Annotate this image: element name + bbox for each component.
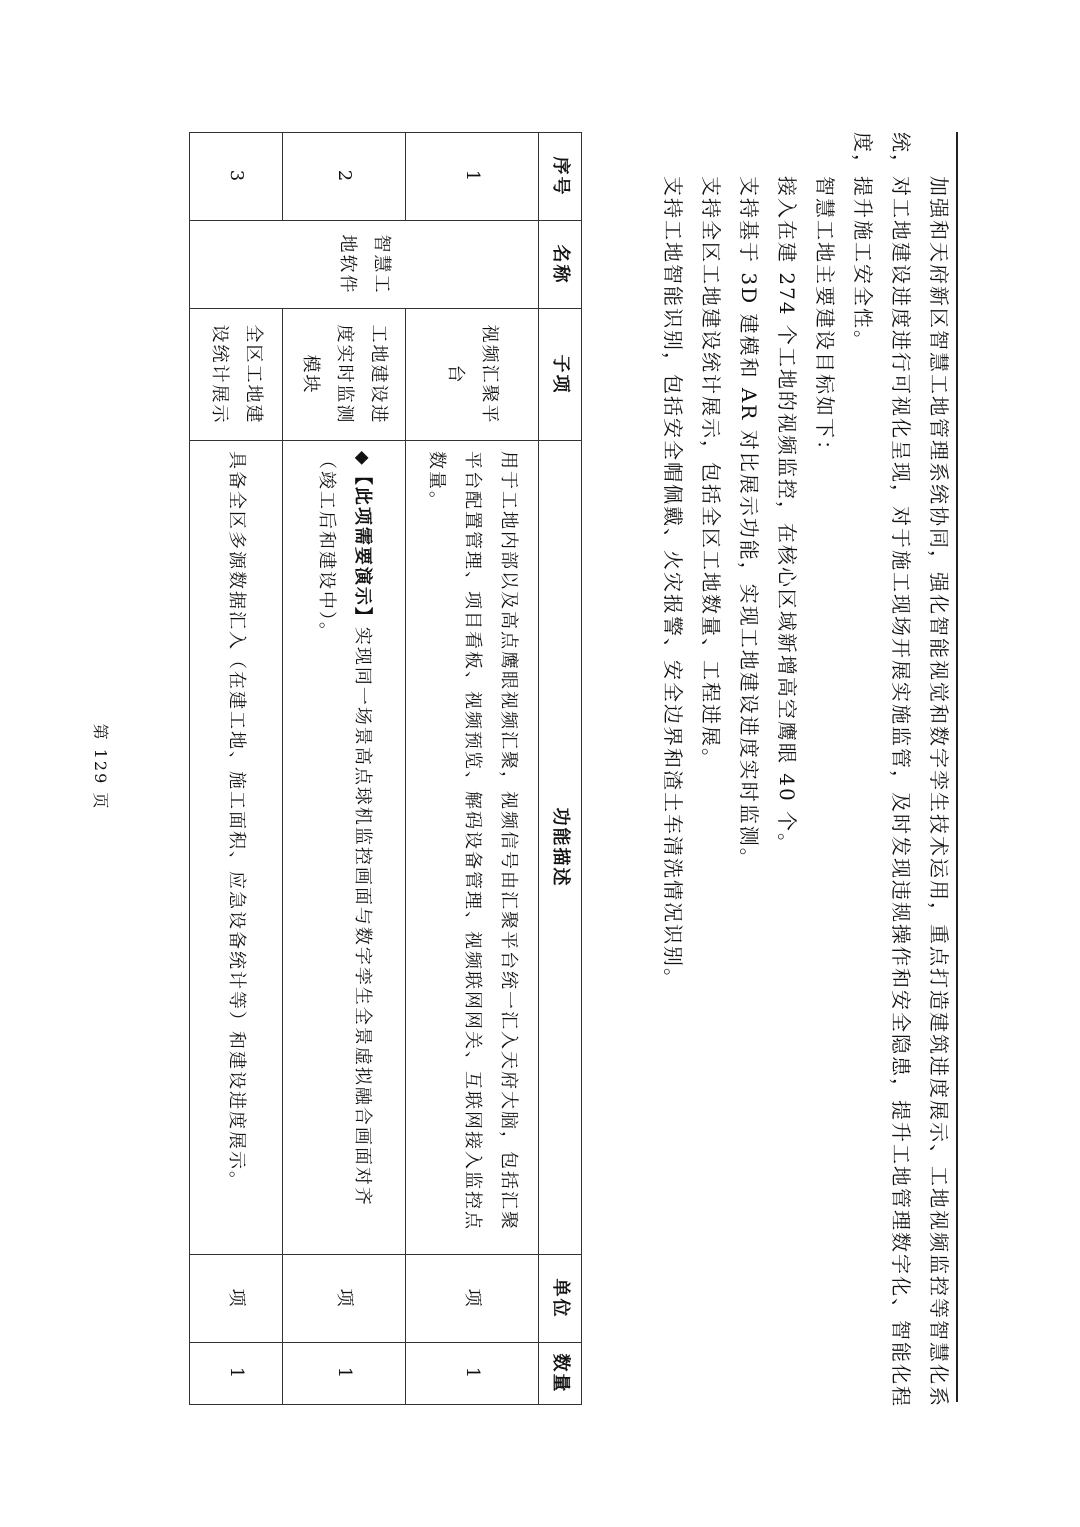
demo-required-flag: ◆【此项需要演示】: [352, 451, 373, 627]
cell-no: 1: [406, 133, 539, 221]
table-header-row: [539, 133, 582, 1405]
header-no: 序号: [539, 133, 582, 221]
cell-group-name: 智慧工地软件: [190, 221, 539, 309]
header-subitem: 子项: [539, 309, 582, 441]
cell-description: 用于工地内部以及高点鹰眼视频汇聚，视频信号由汇聚平台统一汇入天府大脑，包括汇聚平台配置管理、项目看板、视频预览、解码设备管理、视频联网网关、互联网接入监控点数量。: [406, 441, 539, 1255]
intro-line-1: 加强和天府新区智慧工地管理系统协同，强化智能视觉和数字孪生技术运用，重点打造建筑进度展示、工地视频监控等智慧化系: [927, 176, 951, 1408]
cell-subitem: 视频汇聚平台: [406, 309, 539, 441]
spec-table: [189, 132, 582, 1405]
cell-no: 3: [190, 133, 283, 221]
goal-item: 接入在建 274 个工地的视频监控，在核心区域新增高空鹰眼 40 个。: [775, 176, 799, 856]
header-unit: 单位: [539, 1255, 582, 1343]
page-number: 第 129 页: [91, 723, 110, 811]
cell-unit: 项: [190, 1255, 283, 1343]
header-description: 功能描述: [539, 441, 582, 1255]
cell-subitem: 工地建设进度实时监测模块: [283, 309, 406, 441]
cell-qty: 1: [190, 1343, 283, 1405]
goal-item: 支持工地智能识别，包括安全帽佩戴、火灾报警、安全边界和渣土车清洗情况识别。: [661, 176, 685, 990]
intro-line-2: 统，对工地建设进度进行可视化呈现，对于施工现场开展实施监管，及时发现违规操作和安全隐患，提升工地管理数字化、智能化程: [889, 132, 913, 1408]
cell-no: 2: [283, 133, 406, 221]
intro-line-3: 度，提升施工安全性。: [851, 132, 875, 352]
cell-description: 具备全区多源数据汇入（在建工地、施工面积、应急设备统计等）和建设进度展示。: [190, 441, 283, 1255]
cell-unit: 项: [406, 1255, 539, 1343]
table-row: [190, 133, 283, 1405]
top-rule: [956, 132, 958, 1402]
cell-qty: 1: [406, 1343, 539, 1405]
document-page: [91, 132, 958, 1408]
header-name: 名称: [539, 221, 582, 309]
cell-description: [283, 441, 406, 1255]
cell-subitem: 全区工地建设统计展示: [190, 309, 283, 441]
goal-item: 支持全区工地建设统计展示，包括全区工地数量、工程进展。: [699, 176, 723, 770]
description-text: 实现同一场景高点球机监控画面与数字孪生全景虚拟融合画面对齐（竣工后和建设中）。: [316, 451, 373, 1207]
goal-item: 支持基于 3D 建模和 AR 对比展示功能，实现工地建设进度实时监测。: [737, 176, 761, 870]
table-row: [283, 133, 406, 1405]
table-row: [406, 133, 539, 1405]
cell-qty: 1: [283, 1343, 406, 1405]
goals-heading: 智慧工地主要建设目标如下：: [813, 176, 837, 462]
header-qty: 数量: [539, 1343, 582, 1405]
cell-unit: 项: [283, 1255, 406, 1343]
